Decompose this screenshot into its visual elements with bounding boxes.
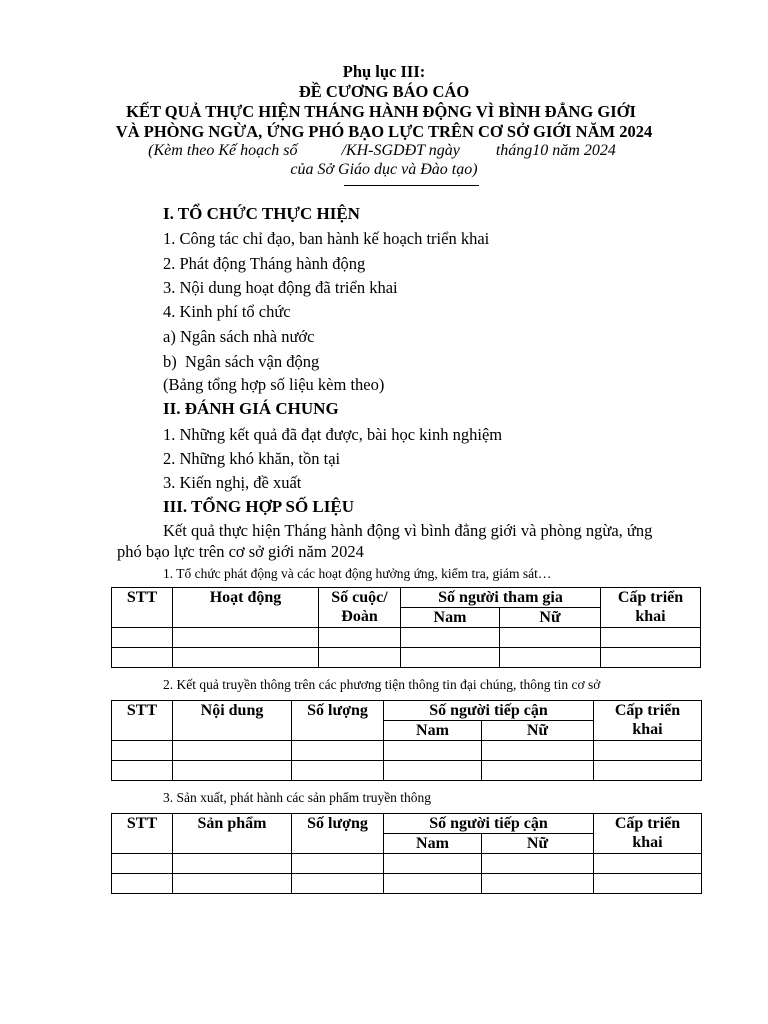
- section-2-item: 1. Những kết quả đã đạt được, bài học kinh nghiệm: [163, 425, 503, 444]
- section-1-item: 1. Công tác chỉ đạo, ban hành kế hoạch triển khai: [163, 229, 490, 248]
- header-count: Số cuộc/ Đoàn: [319, 588, 401, 628]
- table-activities: [111, 587, 701, 668]
- document-title-line2: KẾT QUẢ THỰC HIỆN THÁNG HÀNH ĐỘNG VÌ BÌNH ĐẲNG GIỚI: [126, 102, 636, 121]
- document-subtitle: (Kèm theo Kế hoạch số /KH-SGDĐT ngày tháng10 năm 2024: [148, 142, 616, 159]
- header-participants: Số người tham gia: [401, 588, 601, 608]
- section-1-item: b) Ngân sách vận động: [163, 352, 320, 371]
- header-female: Nữ: [500, 608, 601, 628]
- header-male: Nam: [384, 834, 482, 854]
- document-subtitle-line2: của Sở Giáo dục và Đào tạo): [290, 161, 478, 178]
- section-2-item: 2. Những khó khăn, tồn tại: [163, 449, 341, 468]
- header-female: Nữ: [482, 721, 594, 741]
- section-1-item: 2. Phát động Tháng hành động: [163, 254, 366, 273]
- appendix-label: Phụ lục III:: [342, 62, 426, 81]
- table-row: [112, 761, 702, 781]
- section-3-paragraph: Kết quả thực hiện Tháng hành động vì bình đẳng giới và phòng ngừa, ứng: [163, 521, 653, 540]
- table-row: [112, 648, 701, 668]
- title-underline: [344, 185, 479, 186]
- section-1-item: a) Ngân sách nhà nước: [163, 327, 315, 346]
- header-quantity: Số lượng: [292, 814, 384, 854]
- header-female: Nữ: [482, 834, 594, 854]
- header-quantity: Số lượng: [292, 701, 384, 741]
- section-3-paragraph-line2: phó bạo lực trên cơ sở giới năm 2024: [117, 542, 364, 561]
- header-activity: Hoạt động: [173, 588, 319, 628]
- table-row: [112, 874, 702, 894]
- header-male: Nam: [384, 721, 482, 741]
- header-male: Nam: [401, 608, 500, 628]
- table-1-caption: 1. Tổ chức phát động và các hoạt động hưởng ứng, kiểm tra, giám sát…: [163, 566, 552, 581]
- section-2-item: 3. Kiến nghị, đề xuất: [163, 473, 302, 492]
- document-title: ĐỀ CƯƠNG BÁO CÁO: [298, 82, 470, 101]
- header-stt: STT: [112, 588, 173, 628]
- table-row: [112, 628, 701, 648]
- table-2-caption: 2. Kết quả truyền thông trên các phương tiện thông tin đại chúng, thông tin cơ sở: [163, 677, 601, 692]
- section-3-heading: III. TỔNG HỢP SỐ LIỆU: [163, 497, 354, 516]
- header-level: Cấp triển khai: [594, 814, 702, 854]
- header-stt: STT: [112, 701, 173, 741]
- header-reached: Số người tiếp cận: [384, 814, 594, 834]
- header-reached: Số người tiếp cận: [384, 701, 594, 721]
- header-level: Cấp triển khai: [594, 701, 702, 741]
- table-row: [112, 854, 702, 874]
- table-products: [111, 813, 702, 894]
- section-1-item: 3. Nội dung hoạt động đã triển khai: [163, 278, 398, 297]
- header-stt: STT: [112, 814, 173, 854]
- section-1-item: 4. Kinh phí tổ chức: [163, 302, 291, 321]
- section-1-heading: I. TỔ CHỨC THỰC HIỆN: [163, 204, 360, 223]
- header-content: Nội dung: [173, 701, 292, 741]
- table-row: [112, 741, 702, 761]
- section-1-note: (Bảng tổng hợp số liệu kèm theo): [163, 375, 385, 394]
- header-level: Cấp triển khai: [601, 588, 701, 628]
- table-media: [111, 700, 702, 781]
- header-product: Sản phẩm: [173, 814, 292, 854]
- table-3-caption: 3. Sản xuất, phát hành các sản phẩm truyền thông: [163, 790, 432, 805]
- document-title-line3: VÀ PHÒNG NGỪA, ỨNG PHÓ BẠO LỰC TRÊN CƠ SỞ GIỚI NĂM 2024: [115, 122, 653, 141]
- section-2-heading: II. ĐÁNH GIÁ CHUNG: [163, 399, 339, 418]
